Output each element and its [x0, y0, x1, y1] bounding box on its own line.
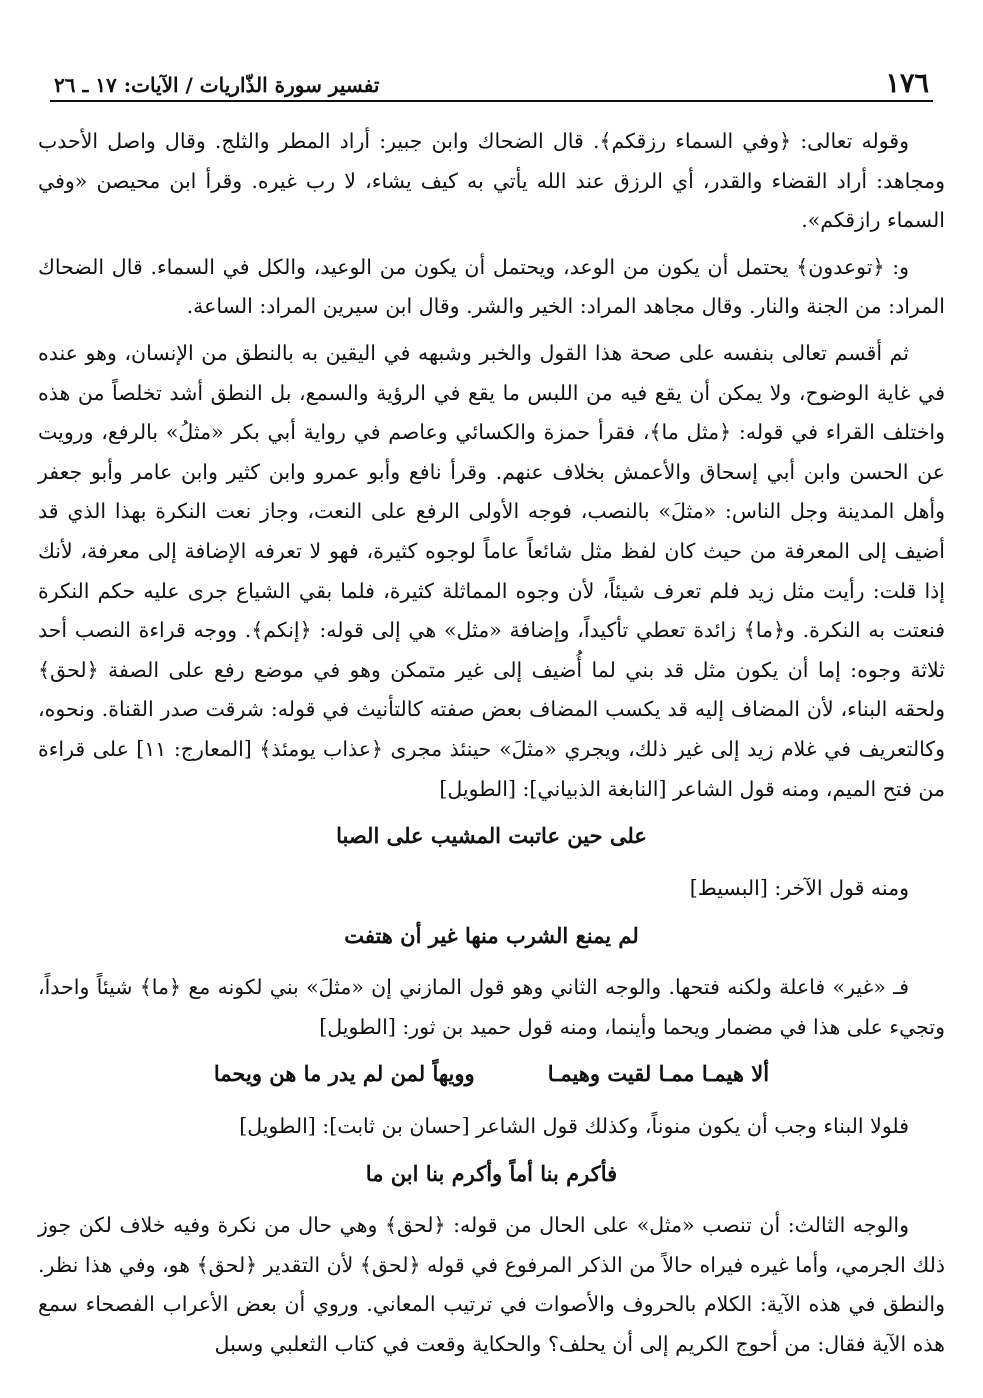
paragraph-1: وقوله تعالى: ﴿وفي السماء رزقكم﴾. قال الضحاك وابن جبير: أراد المطر والثلج. وقال واصل الأحدب ومجاهد: أراد القضاء والقدر، أي الرزق عند الله يأتي به كيف يشاء، لا رب غيره. وقرأ ابن محيصن «وفي السماء رازقكم». [38, 129, 945, 233]
verse-intro-3: فلولا البناء وجب أن يكون منوناً، وكذلك قول الشاعر [حسان بن ثابت]: [الطويل] [239, 1114, 909, 1139]
paragraph-3: ثم أقسم تعالى بنفسه على صحة هذا القول والخبر وشبهه في اليقين به بالنطق من الإنسان، وهو عنده في غاية الوضوح، ولا يمكن أن يقع فيه من اللبس ما يقع في الرؤية والسمع، بل النطق أشد تخلصاً من هذه واختلف القراء في قوله: ﴿مثل ما﴾، فقرأ حمزة والكسائي وعاصم في رواية أبي بكر «مثلُ» بالرفع، ورويت عن الحسن وابن أبي إسحاق والأعمش بخلاف عنهم. وقرأ نافع وأبو عمرو وابن كثير وابن عامر وأبو جعفر وأهل المدينة وجل الناس: «مثلَ» بالنصب، فوجه الأولى الرفع على النعت، وجاز نعت النكرة بهذا الذي قد أضيف إلى المعرفة من حيث كان لفظ مثل شائعاً عاماً لوجوه كثيرة، فهو لا تعرفه الإضافة إلى معرفة، لأنك إذا قلت: رأيت مثل زيد فلم تعرف شيئاً، لأن وجوه المماثلة كثيرة، فلما بقي الشياع جرى عليه حكم النكرة فنعتت به النكرة. و﴿ما﴾ زائدة تعطي تأكيداً، وإضافة «مثل» هي إلى قوله: ﴿إنكم﴾. ووجه قراءة النصب أحد ثلاثة وجوه: إما أن يكون مثل قد بني لما أُضيف إلى غير متمكن وهو في موضع رفع على الصفة ﴿لحق﴾ ولحقه البناء، لأن المضاف إليه قد يكسب المضاف بعض صفته كالتأنيث في قوله: شرقت صدر القناة. ونحوه، وكالتعريف في غلام زيد إلى غير ذلك، ويجري «مثلَ» حينئذ مجرى ﴿عذاب يومئذ﴾ [المعارج: ١١] على قراءة من فتح الميم، ومنه قول الشاعر [النابغة الذبياني]: [الطويل] [38, 340, 945, 801]
poetry-verse-3: ألا هيمـا ممـا لقيت وهيمـا وويهاً لمن لم يدر ما هن ويحما [213, 1061, 770, 1087]
verse-intro-2: ومنه قول الآخر: [البسيط] [689, 876, 909, 901]
running-title: تفسير سورة الذّاريات / الآيات: ١٧ ـ ٢٦ [54, 73, 380, 97]
paragraph-4: فـ «غير» فاعلة ولكنه فتحها. والوجه الثاني وهو قول المازني إن «مثلَ» بني لكونه مع ﴿ما﴾ شيئاً واحداً، وتجيء على هذا في مضمار ويحما وأينما، ومنه قول حميد بن ثور: [الطويل] [38, 975, 945, 1039]
poetry-verse-2: لم يمنع الشرب منها غير أن هتفت [344, 923, 639, 949]
paragraph-2: و: ﴿توعدون﴾ يحتمل أن يكون من الوعد، ويحتمل أن يكون من الوعيد، والكل في السماء. قال الضحاك المراد: من الجنة والنار. وقال مجاهد المراد: الخير والشر. وقال ابن سيرين المراد: الساعة. [38, 254, 945, 319]
page-number: ١٧٦ [885, 68, 929, 99]
page-header [50, 68, 933, 102]
paragraph-5: والوجه الثالث: أن تنصب «مثل» على الحال من قوله: ﴿لحق﴾ وهي حال من نكرة وفيه خلاف لكن جوز ذلك الجرمي، وأما غيره فيراه حالاً من الذكر المرفوع في قوله ﴿لحق﴾ لأن التقدير ﴿لحق﴾ هو، وفي هذا نظر. والنطق في هذه الآية: الكلام بالحروف والأصوات في ترتيب المعاني. وروي أن بعض الأعراب الفصحاء سمع هذه الآية فقال: من أحوج الكريم إلى أن يحلف؟ والحكاية وقعت في كتاب الثعلبي وسبل [38, 1213, 945, 1357]
page-body [38, 122, 945, 1365]
poetry-verse-1: على حين عاتبت المشيب على الصبا [336, 823, 647, 849]
poetry-verse-4: فأكرم بنا أماً وأكرم بنا ابن ما [365, 1161, 618, 1187]
